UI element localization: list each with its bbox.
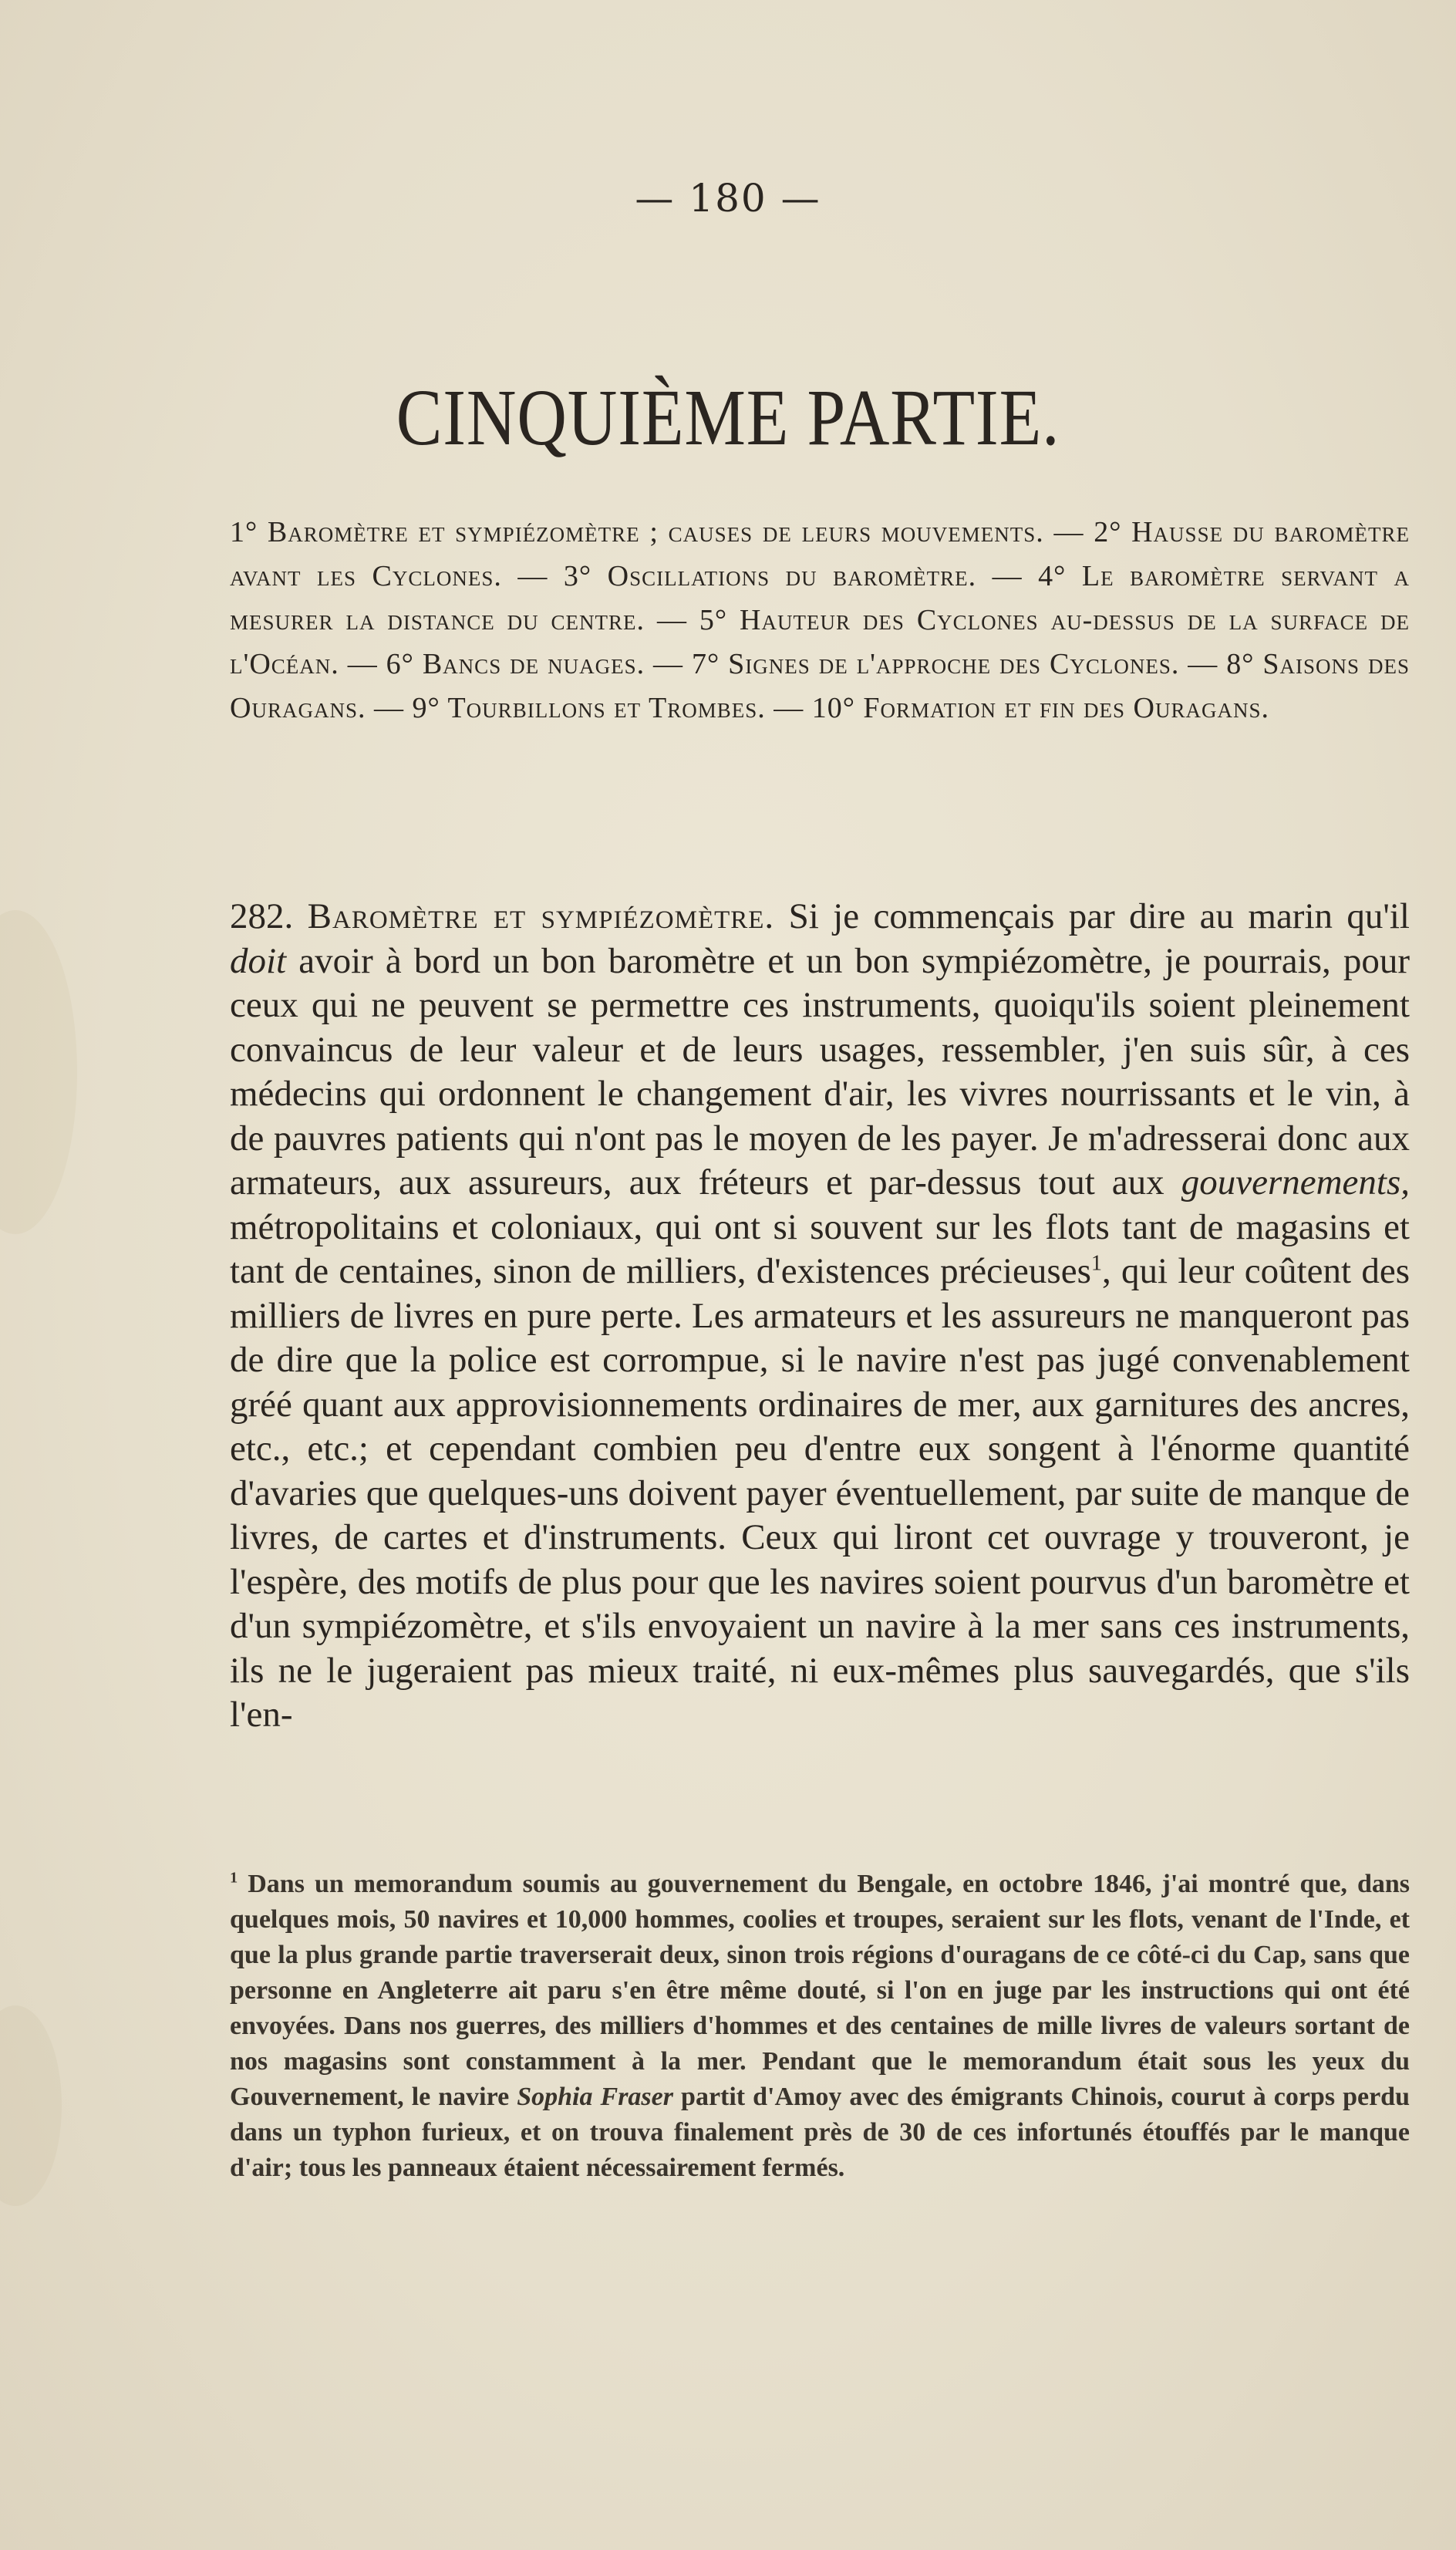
part-title: CINQUIÈME PARTIE.	[396, 373, 1060, 462]
paragraph-text: , qui leur coûtent des milliers de livres en pure perte. Les armateurs et les assureurs ne manqueront pas de dire que la police est corrompue, si le navire n'est pas jugé convenablement gréé quant aux approvisionnements ordinaires de mer, aux garnitures des ancres, etc., etc.; et cependant combien peu d'entre eux songent à l'énorme quantité d'avaries que quelques-uns doivent payer éventuellement, par suite de manque de livres, de cartes et d'instruments. Ceux qui liront cet ouvrage y trouveront, je l'espère, des motifs de plus pour que les navires soient pourvus d'un baromètre et d'un sympiézomètre, et s'ils envoyaient un navire à la mer sans ces instruments, ils ne le jugeraient pas mieux traité, ni eux-mêmes plus sauvegardés, que s'ils l'en-	[230, 1251, 1410, 1735]
footnote-text: Dans un memorandum soumis au gouvernement du Bengale, en octobre 1846, j'ai montré que, dans quelques mois, 50 navires et 10,000 hommes, coolies et troupes, seraient sur les flots, venant de l'Inde, et que la plus grande partie traverserait deux, sinon trois régions d'ouragans de ce côté-ci du Cap, sans que personne en Angleterre ait paru s'en être même douté, si l'on en juge par les instructions qui ont été envoyées. Dans nos guerres, des milliers d'hommes et des centaines de mille livres de valeurs sortant de nos magasins sont constamment à la mer. Pendant que le memorandum était sous les yeux du Gouvernement, le navire	[230, 1870, 1410, 2111]
paragraph-text: Si je commençais par dire au marin qu'il	[788, 896, 1410, 936]
footnote	[230, 1867, 1410, 2186]
section-number: 282.	[230, 896, 294, 936]
chapter-summary: 1° Baromètre et sympiézomètre ; causes de leurs mouvements. — 2° Hausse du baromètre avant les Cyclones. — 3° Oscillations du baromètre. — 4° Le baromètre servant a mesurer la distance du centre. — 5° Hauteur des Cyclones au-dessus de la surface de l'Océan. — 6° Bancs de nuages. — 7° Signes de l'approche des Cyclones. — 8° Saisons des Ouragans. — 9° Tourbillons et Trombes. — 10° Formation et fin des Ouragans.	[230, 516, 1410, 724]
footnote-reference: 1	[1090, 1251, 1102, 1276]
page-number: — 180 —	[635, 176, 821, 221]
section-paragraph	[230, 895, 1410, 1738]
paragraph-text: avoir à bord un bon baromètre et un bon sympiézomètre, je pourrais, pour ceux qui ne peuvent se permettre ces instruments, quoiqu'ils soient pleinement convaincus de leur valeur et de leurs usages, ressembler, j'en suis sûr, à ces médecins qui ordonnent le changement d'air, les vivres nourrissants et le vin, à de pauvres patients qui n'ont pas le moyen de les payer. Je m'adresserai donc aux armateurs, aux assureurs, aux fréteurs et par-dessus tout aux	[230, 940, 1410, 1202]
emphasis-text: doit	[230, 940, 287, 981]
paragraph-text: métropolitains et coloniaux, qui ont si souvent sur les flots tant de magasins et tant de centaines, sinon de milliers, d'existences précieuses	[230, 1206, 1410, 1291]
footnote-text: partit d'Amoy avec des émigrants Chinois, courut à corps perdu dans un typhon furieux, et on trouva finalement près de 30 de ces infortunés étouffés par le manque d'air; tous les panneaux étaient nécessairement fermés.	[230, 2083, 1410, 2182]
paper-stain	[0, 2005, 62, 2206]
footnote-marker: 1	[230, 1869, 238, 1887]
footnote-emphasis: Sophia Fraser	[517, 2083, 673, 2111]
paper-stain	[0, 910, 77, 1234]
emphasis-text: gouvernements,	[1181, 1162, 1410, 1202]
section-heading: Baromètre et sympiézomètre.	[307, 896, 775, 936]
